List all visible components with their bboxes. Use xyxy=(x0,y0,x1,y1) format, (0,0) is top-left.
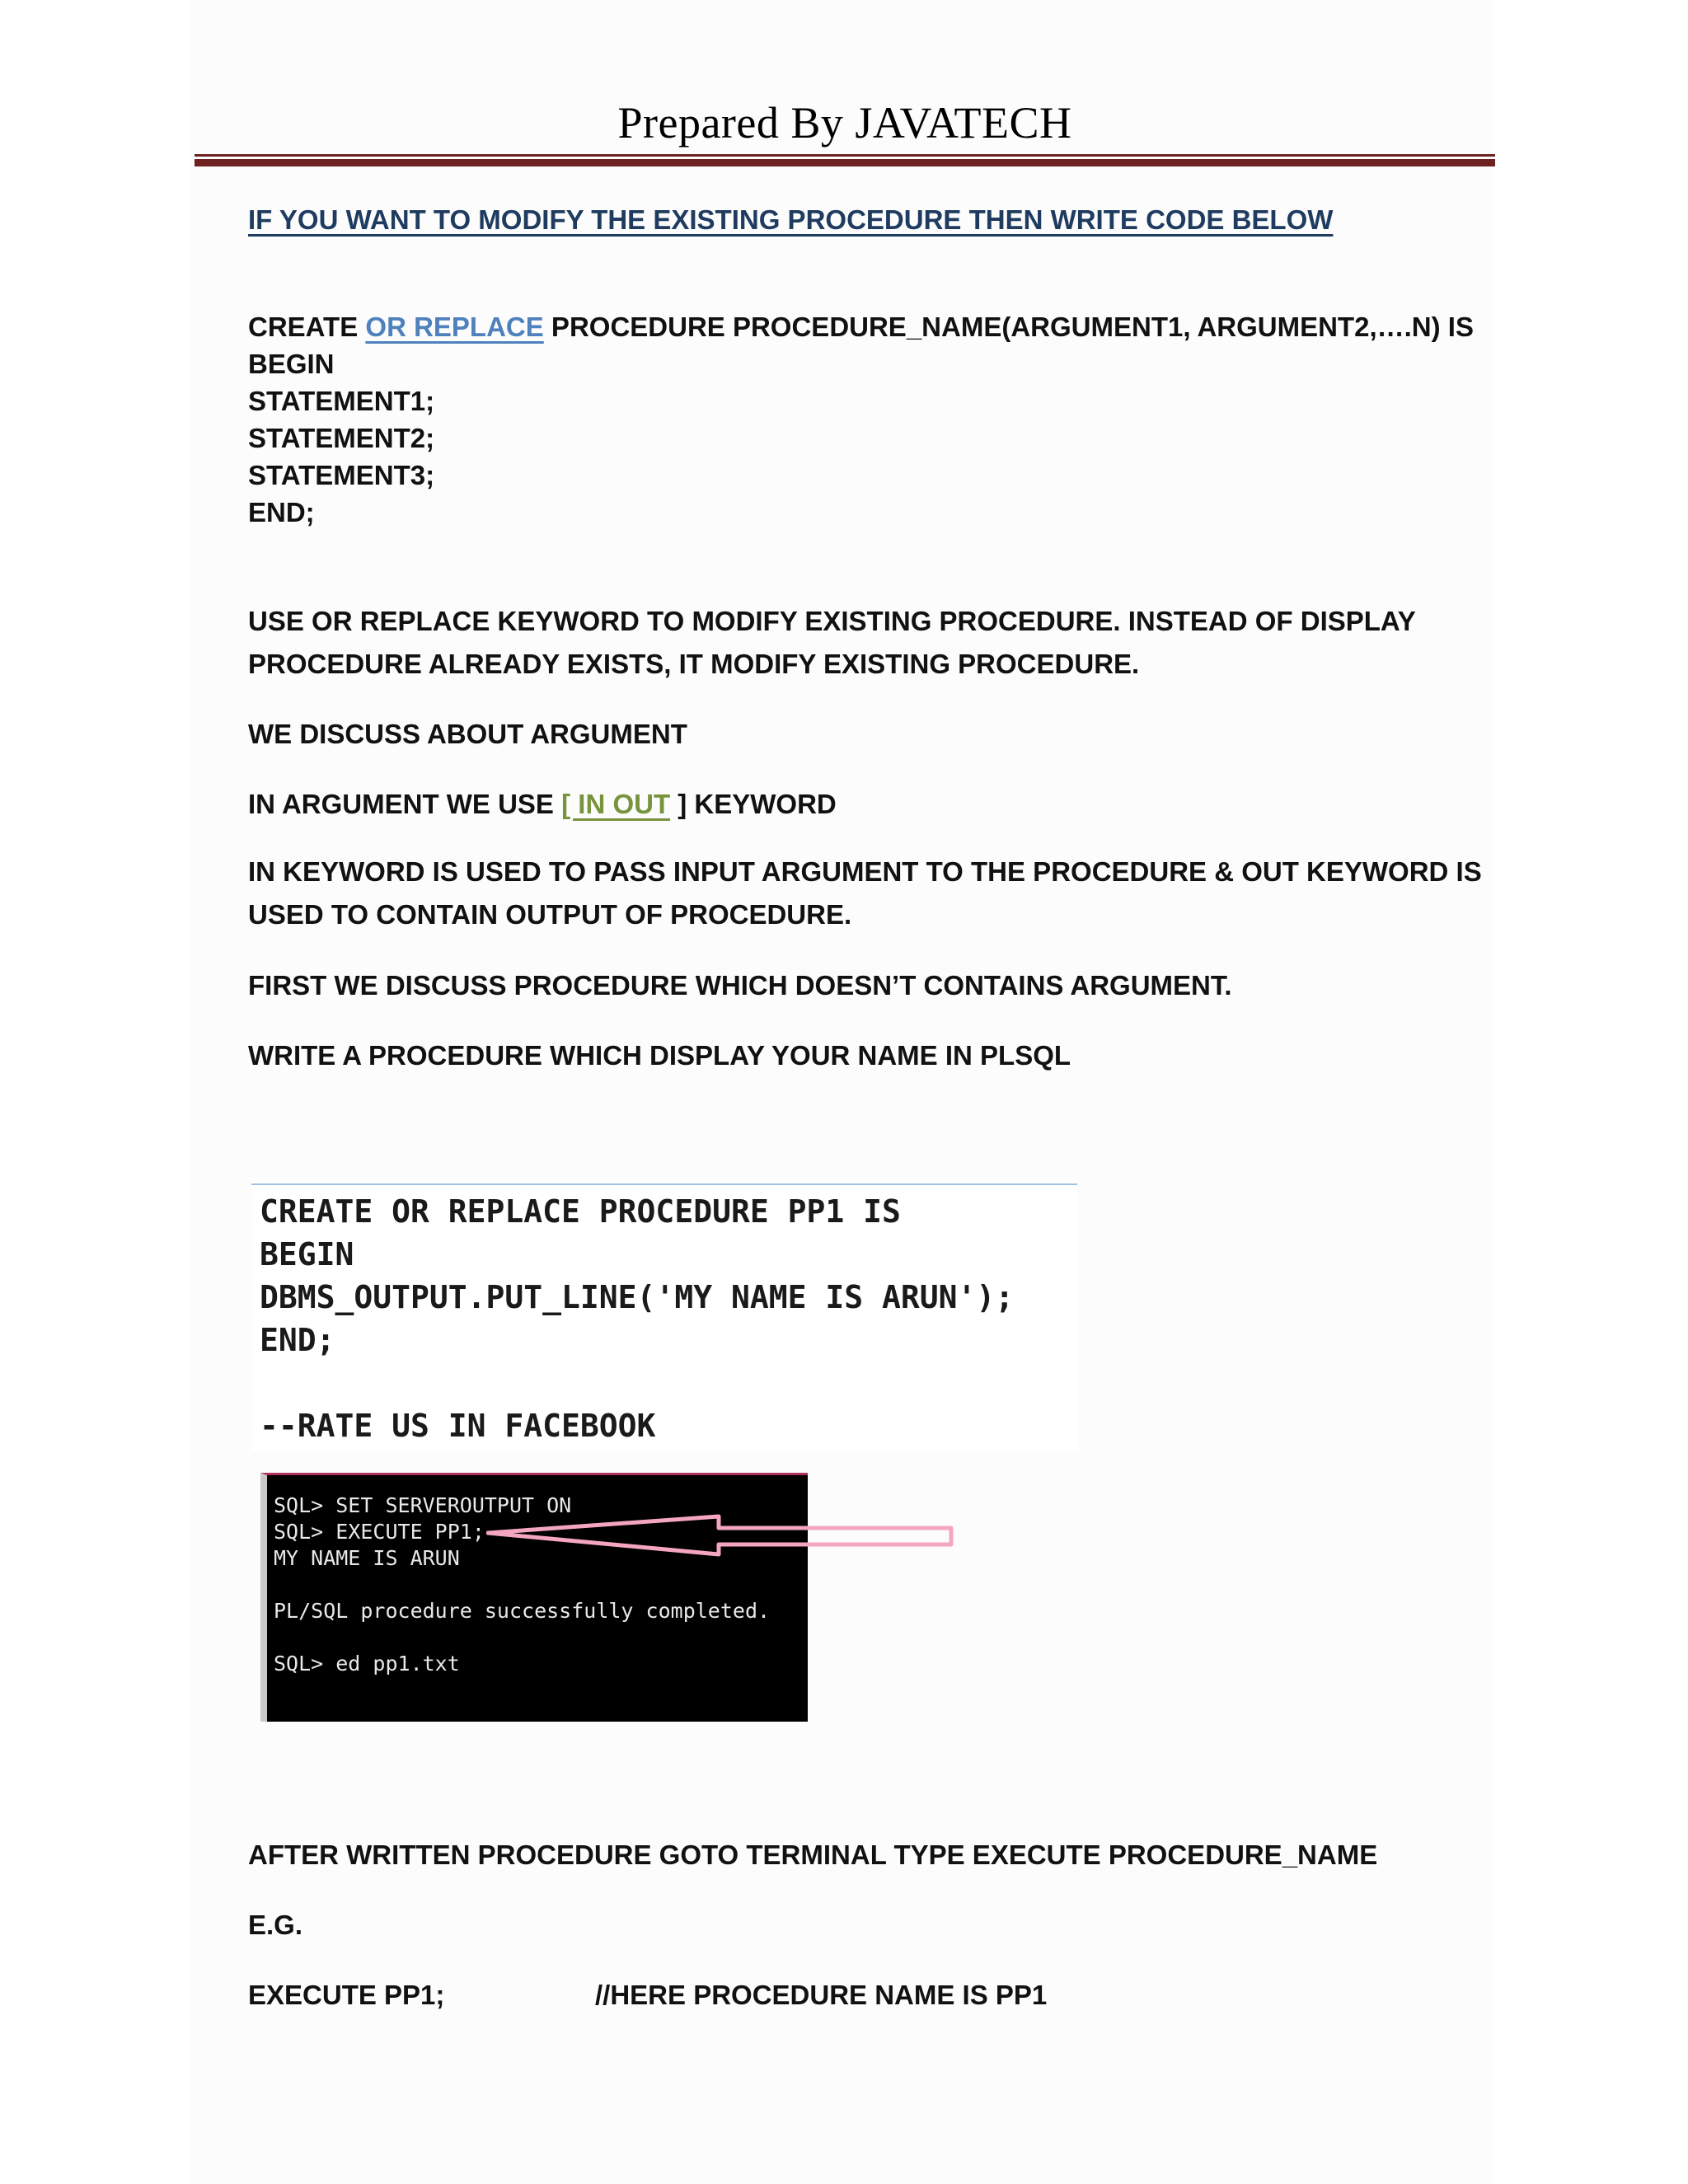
page-header: Prepared By JAVATECH xyxy=(617,98,1072,148)
paragraph-first-discuss: FIRST WE DISCUSS PROCEDURE WHICH DOESN’T CONTAINS ARGUMENT. xyxy=(248,970,1232,1001)
syntax-create: CREATE xyxy=(248,312,366,342)
paragraph-in-argument xyxy=(248,789,837,820)
terminal-line: SQL> ed pp1.txt xyxy=(274,1652,460,1675)
syntax-begin: BEGIN xyxy=(248,349,335,379)
terminal-line: SQL> EXECUTE PP1; xyxy=(274,1520,485,1544)
syntax-statement-2: STATEMENT2; xyxy=(248,423,435,453)
execute-comment: //HERE PROCEDURE NAME IS PP1 xyxy=(595,1980,1048,2010)
in-argument-suffix: ] KEYWORD xyxy=(670,789,837,819)
paragraph-write-procedure: WRITE A PROCEDURE WHICH DISPLAY YOUR NAME IN PLSQL xyxy=(248,1040,1071,1071)
code-line: DBMS_OUTPUT.PUT_LINE('MY NAME IS ARUN'); xyxy=(260,1279,1015,1315)
header-rule-thick xyxy=(195,159,1495,166)
terminal-line: PL/SQL procedure successfully completed. xyxy=(274,1599,771,1623)
code-screenshot-top-border xyxy=(251,1183,1077,1185)
syntax-end: END; xyxy=(248,497,315,527)
paragraph-discuss-argument: WE DISCUSS ABOUT ARGUMENT xyxy=(248,719,687,749)
syntax-statement-3: STATEMENT3; xyxy=(248,460,435,490)
code-line: END; xyxy=(260,1322,335,1358)
section-heading-link[interactable]: IF YOU WANT TO MODIFY THE EXISTING PROCEDURE THEN WRITE CODE BELOW xyxy=(248,204,1334,235)
execute-command: EXECUTE PP1; xyxy=(248,1980,445,2010)
paragraph-or-replace: USE OR REPLACE KEYWORD TO MODIFY EXISTING PROCEDURE. INSTEAD OF DISPLAY PROCEDURE ALREADY EXISTS, IT MODIFY EXISTING PROCEDURE. xyxy=(248,606,1416,679)
in-argument-prefix: IN ARGUMENT WE USE xyxy=(248,789,562,819)
terminal-line: SQL> SET SERVEROUTPUT ON xyxy=(274,1493,572,1517)
or-replace-link[interactable]: OR REPLACE xyxy=(365,312,544,342)
terminal-screenshot xyxy=(260,1473,808,1722)
header-rule-thin xyxy=(195,154,1495,157)
syntax-statement-1: STATEMENT1; xyxy=(248,386,435,416)
code-comment-line: --RATE US IN FACEBOOK xyxy=(260,1408,656,1444)
code-line: CREATE OR REPLACE PROCEDURE PP1 IS xyxy=(260,1193,901,1230)
terminal-line: MY NAME IS ARUN xyxy=(274,1546,460,1570)
code-line: BEGIN xyxy=(260,1236,354,1272)
syntax-procedure: PROCEDURE PROCEDURE_NAME(ARGUMENT1, ARGUMENT2,….N) IS xyxy=(543,312,1474,342)
code-screenshot xyxy=(251,1179,1077,1451)
syntax-line-1 xyxy=(248,312,1474,343)
paragraph-in-out-explain: IN KEYWORD IS USED TO PASS INPUT ARGUMENT TO THE PROCEDURE & OUT KEYWORD IS USED TO CONTAIN OUTPUT OF PROCEDURE. xyxy=(248,856,1482,930)
left-arrow-icon xyxy=(486,1513,956,1559)
paragraph-after-written: AFTER WRITTEN PROCEDURE GOTO TERMINAL TYPE EXECUTE PROCEDURE_NAME xyxy=(248,1840,1378,1870)
in-out-link[interactable]: [ IN OUT xyxy=(561,789,671,819)
section-heading[interactable] xyxy=(248,204,1333,236)
paragraph-eg: E.G. xyxy=(248,1910,303,1940)
